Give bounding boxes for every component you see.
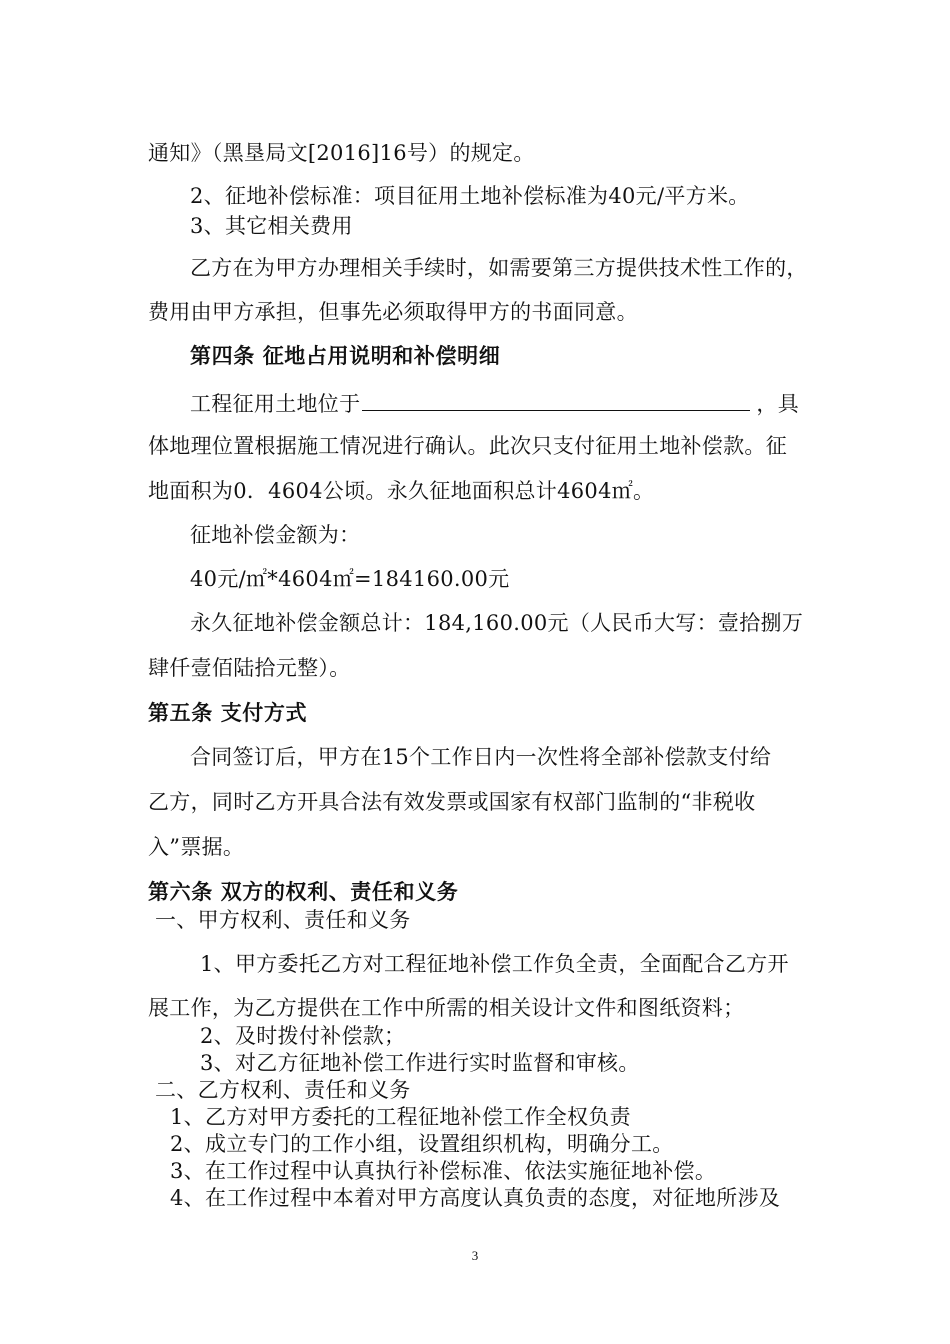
text-line: 1、乙方对甲方委托的工程征地补偿工作全权负责: [170, 1105, 631, 1129]
fill-in-blank: [362, 388, 750, 411]
text-fragment: 工程征用土地位于: [190, 392, 361, 416]
text-line: 合同签订后，甲方在15个工作日内一次性将全部补偿款支付给: [190, 745, 772, 769]
text-line: 入”票据。: [148, 835, 245, 859]
text-line: 2、及时拨付补偿款；: [200, 1024, 406, 1048]
text-line: 通知》（黑垦局文[2016]16号）的规定。: [148, 141, 535, 165]
text-line: [190, 388, 799, 418]
text-line: 展工作，为乙方提供在工作中所需的相关设计文件和图纸资料；: [148, 996, 745, 1020]
section-heading: 第六条 双方的权利、责任和义务: [148, 880, 459, 904]
text-line: 3、其它相关费用: [190, 214, 353, 238]
text-line: 体地理位置根据施工情况进行确认。此次只支付征用土地补偿款。征: [148, 434, 787, 458]
subsection-heading: 一、甲方权利、责任和义务: [155, 908, 411, 932]
text-line: 肆仟壹佰陆拾元整）。: [148, 656, 351, 680]
subsection-heading: 二、乙方权利、责任和义务: [155, 1078, 411, 1102]
section-heading: 第五条 支付方式: [148, 701, 308, 725]
text-line: 永久征地补偿金额总计：184,160.00元（人民币大写：壹拾捌万: [190, 611, 804, 635]
text-line: 3、在工作过程中认真执行补偿标准、依法实施征地补偿。: [170, 1159, 717, 1183]
text-line: 乙方在为甲方办理相关手续时，如需要第三方提供技术性工作的，: [190, 256, 808, 280]
text-fragment: ，具: [756, 392, 800, 416]
text-line: 4、在工作过程中本着对甲方高度认真负责的态度，对征地所涉及: [170, 1186, 781, 1210]
page-number: 3: [471, 1248, 479, 1263]
text-line: 费用由甲方承担，但事先必须取得甲方的书面同意。: [148, 300, 638, 324]
text-line: 2、成立专门的工作小组，设置组织机构，明确分工。: [170, 1132, 674, 1156]
text-line: 3、对乙方征地补偿工作进行实时监督和审核。: [200, 1051, 640, 1075]
text-line: 乙方，同时乙方开具合法有效发票或国家有权部门监制的“非税收: [148, 790, 756, 814]
text-line: 40元/㎡*4604㎡=184160.00元: [190, 567, 510, 591]
section-heading: 第四条 征地占用说明和补偿明细: [190, 344, 501, 368]
text-line: 2、征地补偿标准：项目征用土地补偿标准为40元/平方米。: [190, 184, 750, 208]
text-line: 征地补偿金额为：: [190, 523, 361, 547]
text-line: 地面积为0．4604公顷。永久征地面积总计4604㎡。: [148, 479, 655, 503]
text-line: 1、甲方委托乙方对工程征地补偿工作负全责，全面配合乙方开: [200, 952, 789, 976]
